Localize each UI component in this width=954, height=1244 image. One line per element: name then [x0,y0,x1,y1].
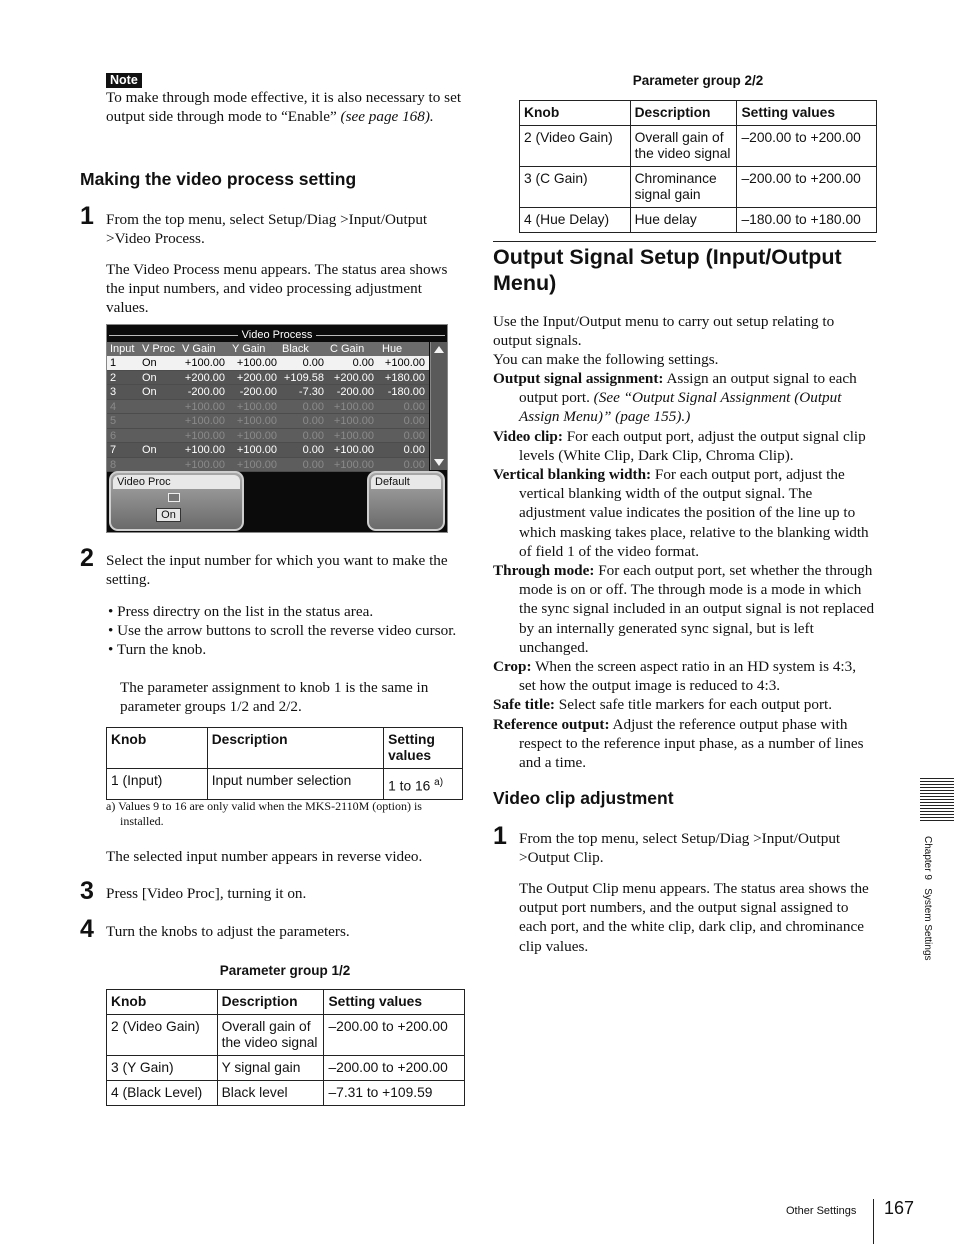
screen-cell: 3 [110,386,117,398]
screen-column-header: Black [282,343,309,355]
after-table-text: The selected input number appears in reverse video. [106,848,423,865]
screen-title: Video Process [238,329,317,341]
table-header: Knob [107,728,208,769]
video-proc-on-button[interactable]: On [156,508,181,522]
table-header: Setting values [384,728,463,769]
definition-item [493,561,876,657]
screen-cell: +200.00 [236,371,277,384]
step-number: 2 [80,544,94,572]
step-number: 3 [80,877,94,905]
screen-row[interactable] [107,400,429,415]
screen-cell: +100.00 [333,429,374,442]
screen-scrollbar[interactable] [430,342,447,470]
screen-row[interactable] [107,371,429,386]
screen-cell: +100.00 [236,415,277,427]
step2-bullets [106,602,462,660]
screen-column-header: Hue [382,343,403,355]
step1-text: From the top menu, select Setup/Diag >Input/Output >Video Process. [106,211,428,248]
step3-text: Press [Video Proc], turning it on. [106,885,307,902]
screen-row[interactable] [107,429,429,444]
scroll-up-icon[interactable] [434,346,444,353]
definition-item [493,657,876,695]
screen-cell: 0.00 [403,458,425,471]
definition-text: When the screen aspect ratio in an HD system is 4:3, set how the output image is reduced to 4:3. [519,658,857,695]
screen-cell: +100.00 [184,357,225,369]
step1-description: The Video Process menu appears. The status area shows the input numbers, and video processing adjustment values. [106,261,448,317]
screen-cell: On [142,444,157,456]
screen-cell: +100.00 [236,400,277,413]
screen-cell: 0.00 [302,444,324,456]
screen-cell: +100.00 [184,429,225,442]
footer-section: Other Settings [786,1205,857,1217]
screen-cell: 0.00 [403,415,425,427]
table-header: Knob [520,101,631,126]
cross-reference: (See “Output Signal Assignment (Output Assign Menu)” (page 155).) [519,389,842,426]
screen-cell: -7.30 [298,386,324,398]
screen-cell: +100.00 [236,429,277,442]
definition-item [493,695,876,714]
screen-cell: -200.00 [336,386,374,398]
table-header: Setting values [324,990,465,1015]
screen-cell: 0.00 [302,458,324,471]
table-header: Description [207,728,383,769]
screen-row[interactable] [107,458,429,473]
definition-text: Assign an output signal to each output port. [519,370,857,407]
bullet-continuation: The parameter assignment to knob 1 is the same in parameter groups 1/2 and 2/2. [120,679,429,716]
knob-input-table [106,727,463,800]
default-panel[interactable] [367,471,445,531]
screen-cell: +109.58 [283,371,324,384]
scroll-down-icon[interactable] [434,459,444,466]
section-title: Output Signal Setup (Input/Output Menu) [493,245,842,295]
screen-cell: 0.00 [403,429,425,442]
screen-row[interactable] [107,385,429,400]
table-row: 1 (Input) Input number selection 1 to 16 $^{a)}$ [107,769,463,800]
table-row: 3 (C Gain) Chrominance signal gain –200.00 to +200.00 [520,167,877,208]
screen-column-header: V Gain [182,343,216,355]
section-heading-video-process: Making the video process setting [80,169,357,189]
right-step1-description: The Output Clip menu appears. The status area shows the output port numbers, and the output signal assigned to each port, and the white clip, dark clip, and chrominance clip values. [519,880,869,955]
video-process-screenshot [106,324,448,533]
screen-cell: +100.00 [333,415,374,427]
group2-caption: Parameter group 2/2 [632,73,764,88]
list-item: • Press directry on the list in the status area. [108,603,374,620]
screen-column-header: V Proc [142,343,176,355]
screen-cell: 2 [110,371,117,384]
video-proc-label: Video Proc [113,475,240,489]
note-badge: Note [106,70,142,89]
screen-column-header: Y Gain [232,343,266,355]
parameter-group-2-table [519,100,877,233]
screen-cell: -180.00 [387,386,425,398]
definition-term: Crop: [493,658,532,676]
definition-item [493,715,876,773]
section-rule [493,241,876,242]
screen-cell: +100.00 [184,444,225,456]
definition-text: Adjust the reference output phase with respect to the reference input phase, as a number of lines and a time. [519,715,864,772]
table-row: 2 (Video Gain) Overall gain of the video signal –200.00 to +200.00 [520,126,877,167]
definition-item [493,427,876,465]
default-label: Default [371,475,441,489]
lamp-icon [168,493,180,502]
screen-cell: 0.00 [403,400,425,413]
footer-divider [873,1199,874,1244]
screen-cell: 1 [110,357,117,369]
screen-row[interactable] [107,414,429,429]
screen-cell: +200.00 [333,371,374,384]
definition-text: For each output port, set whether the through mode is on or off. The through mode is a mode in which the sync signal included in an output signal is not replaced by an internally generated sync signal, but is left unchanged. [519,562,875,656]
screen-cell: -200.00 [239,386,277,398]
step-number: 1 [80,202,94,230]
definition-text: Select safe title markers for each output port. [555,696,833,714]
table-row: 4 (Hue Delay) Hue delay –180.00 to +180.00 [520,208,877,233]
settings-definitions [493,369,876,772]
step4-text: Turn the knobs to adjust the parameters. [106,923,350,940]
group1-caption: Parameter group 1/2 [219,963,351,978]
table-row: 3 (Y Gain) Y signal gain –200.00 to +200.00 [107,1056,465,1081]
screen-cell: On [142,386,157,398]
parameter-group-1-table [106,989,465,1106]
screen-cell: +100.00 [333,458,374,471]
definition-item [493,369,876,427]
screen-cell: 0.00 [302,429,324,442]
definition-term: Video clip: [493,427,563,445]
screen-cell: +100.00 [184,458,225,471]
table-header: Setting values [737,101,877,126]
video-proc-panel[interactable] [109,471,244,531]
footnote: a) Values 9 to 16 are only valid when the MKS-2110M (option) is installed. [106,799,422,828]
screen-row[interactable] [107,443,429,458]
right-step1-text: From the top menu, select Setup/Diag >Input/Output >Output Clip. [519,830,841,867]
screen-cell: 5 [110,415,117,427]
screen-cell: 0.00 [302,357,324,369]
screen-cell: 0.00 [352,357,374,369]
screen-header-row [107,342,429,356]
screen-column-header: Input [110,343,135,355]
screen-cell: 7 [110,444,117,456]
screen-cell: +100.00 [333,400,374,413]
table-row: 4 (Black Level) Black level –7.31 to +109.59 [107,1081,465,1106]
step-number: 4 [80,915,94,943]
screen-cell: +100.00 [236,458,277,471]
section-intro: Use the Input/Output menu to carry out setup relating to output signals. You can make the following settings. [493,313,835,369]
definition-term: Safe title: [493,696,555,714]
screen-cell: 0.00 [302,400,324,413]
screen-column-header: C Gain [330,343,365,355]
definition-term: Reference output: [493,715,610,733]
screen-cell: 0.00 [403,444,425,456]
screen-row[interactable] [107,356,429,371]
screen-cell: 4 [110,400,117,413]
screen-cell: +100.00 [384,357,425,369]
subheading-video-clip: Video clip adjustment [493,788,674,808]
page-number: 167 [884,1198,915,1218]
screen-cell: +100.00 [236,357,277,369]
table-row: 2 (Video Gain) Overall gain of the video signal –200.00 to +200.00 [107,1015,465,1056]
definition-term: Output signal assignment: [493,370,664,387]
list-item: • Turn the knob. [108,641,207,659]
step-number: 1 [493,822,507,850]
screen-cell: On [142,357,157,369]
screen-cell: +100.00 [184,400,225,413]
screen-cell: 8 [110,458,117,471]
table-header: Description [630,101,737,126]
definition-item [493,465,876,561]
chapter-label: Chapter 9 System Settings [922,836,933,961]
screen-cell: +180.00 [384,371,425,384]
screen-cell: +100.00 [236,444,277,456]
screen-cell: +100.00 [184,415,225,427]
screen-cell: 0.00 [302,415,324,427]
chapter-tab-marker [920,778,954,823]
table-header: Description [217,990,324,1015]
list-item: • Use the arrow buttons to scroll the reverse video cursor. [108,622,457,640]
note-text: To make through mode effective, it is also necessary to set output side through mode to “Enable” (see page 168). [106,89,462,126]
definition-text: For each output port, adjust the output signal clip levels (White Clip, Dark Clip, Chroma Clip). [519,427,866,464]
table-header: Knob [107,990,218,1015]
screen-cell: -200.00 [187,386,225,398]
screen-rows [107,356,429,472]
screen-cell: 6 [110,429,117,442]
step2-text: Select the input number for which you want to make the setting. [106,552,448,589]
definition-term: Vertical blanking width: [493,466,652,484]
screen-cell: On [142,371,157,384]
screen-cell: +200.00 [184,371,225,384]
definition-text: For each output port, adjust the vertical blanking width of the output signal. The adjustment value indicates the position of the line up to which masking takes place, relative to the blanking width of field 1 of the video format. [519,466,869,560]
definition-term: Through mode: [493,562,595,580]
screen-cell: +100.00 [333,444,374,456]
